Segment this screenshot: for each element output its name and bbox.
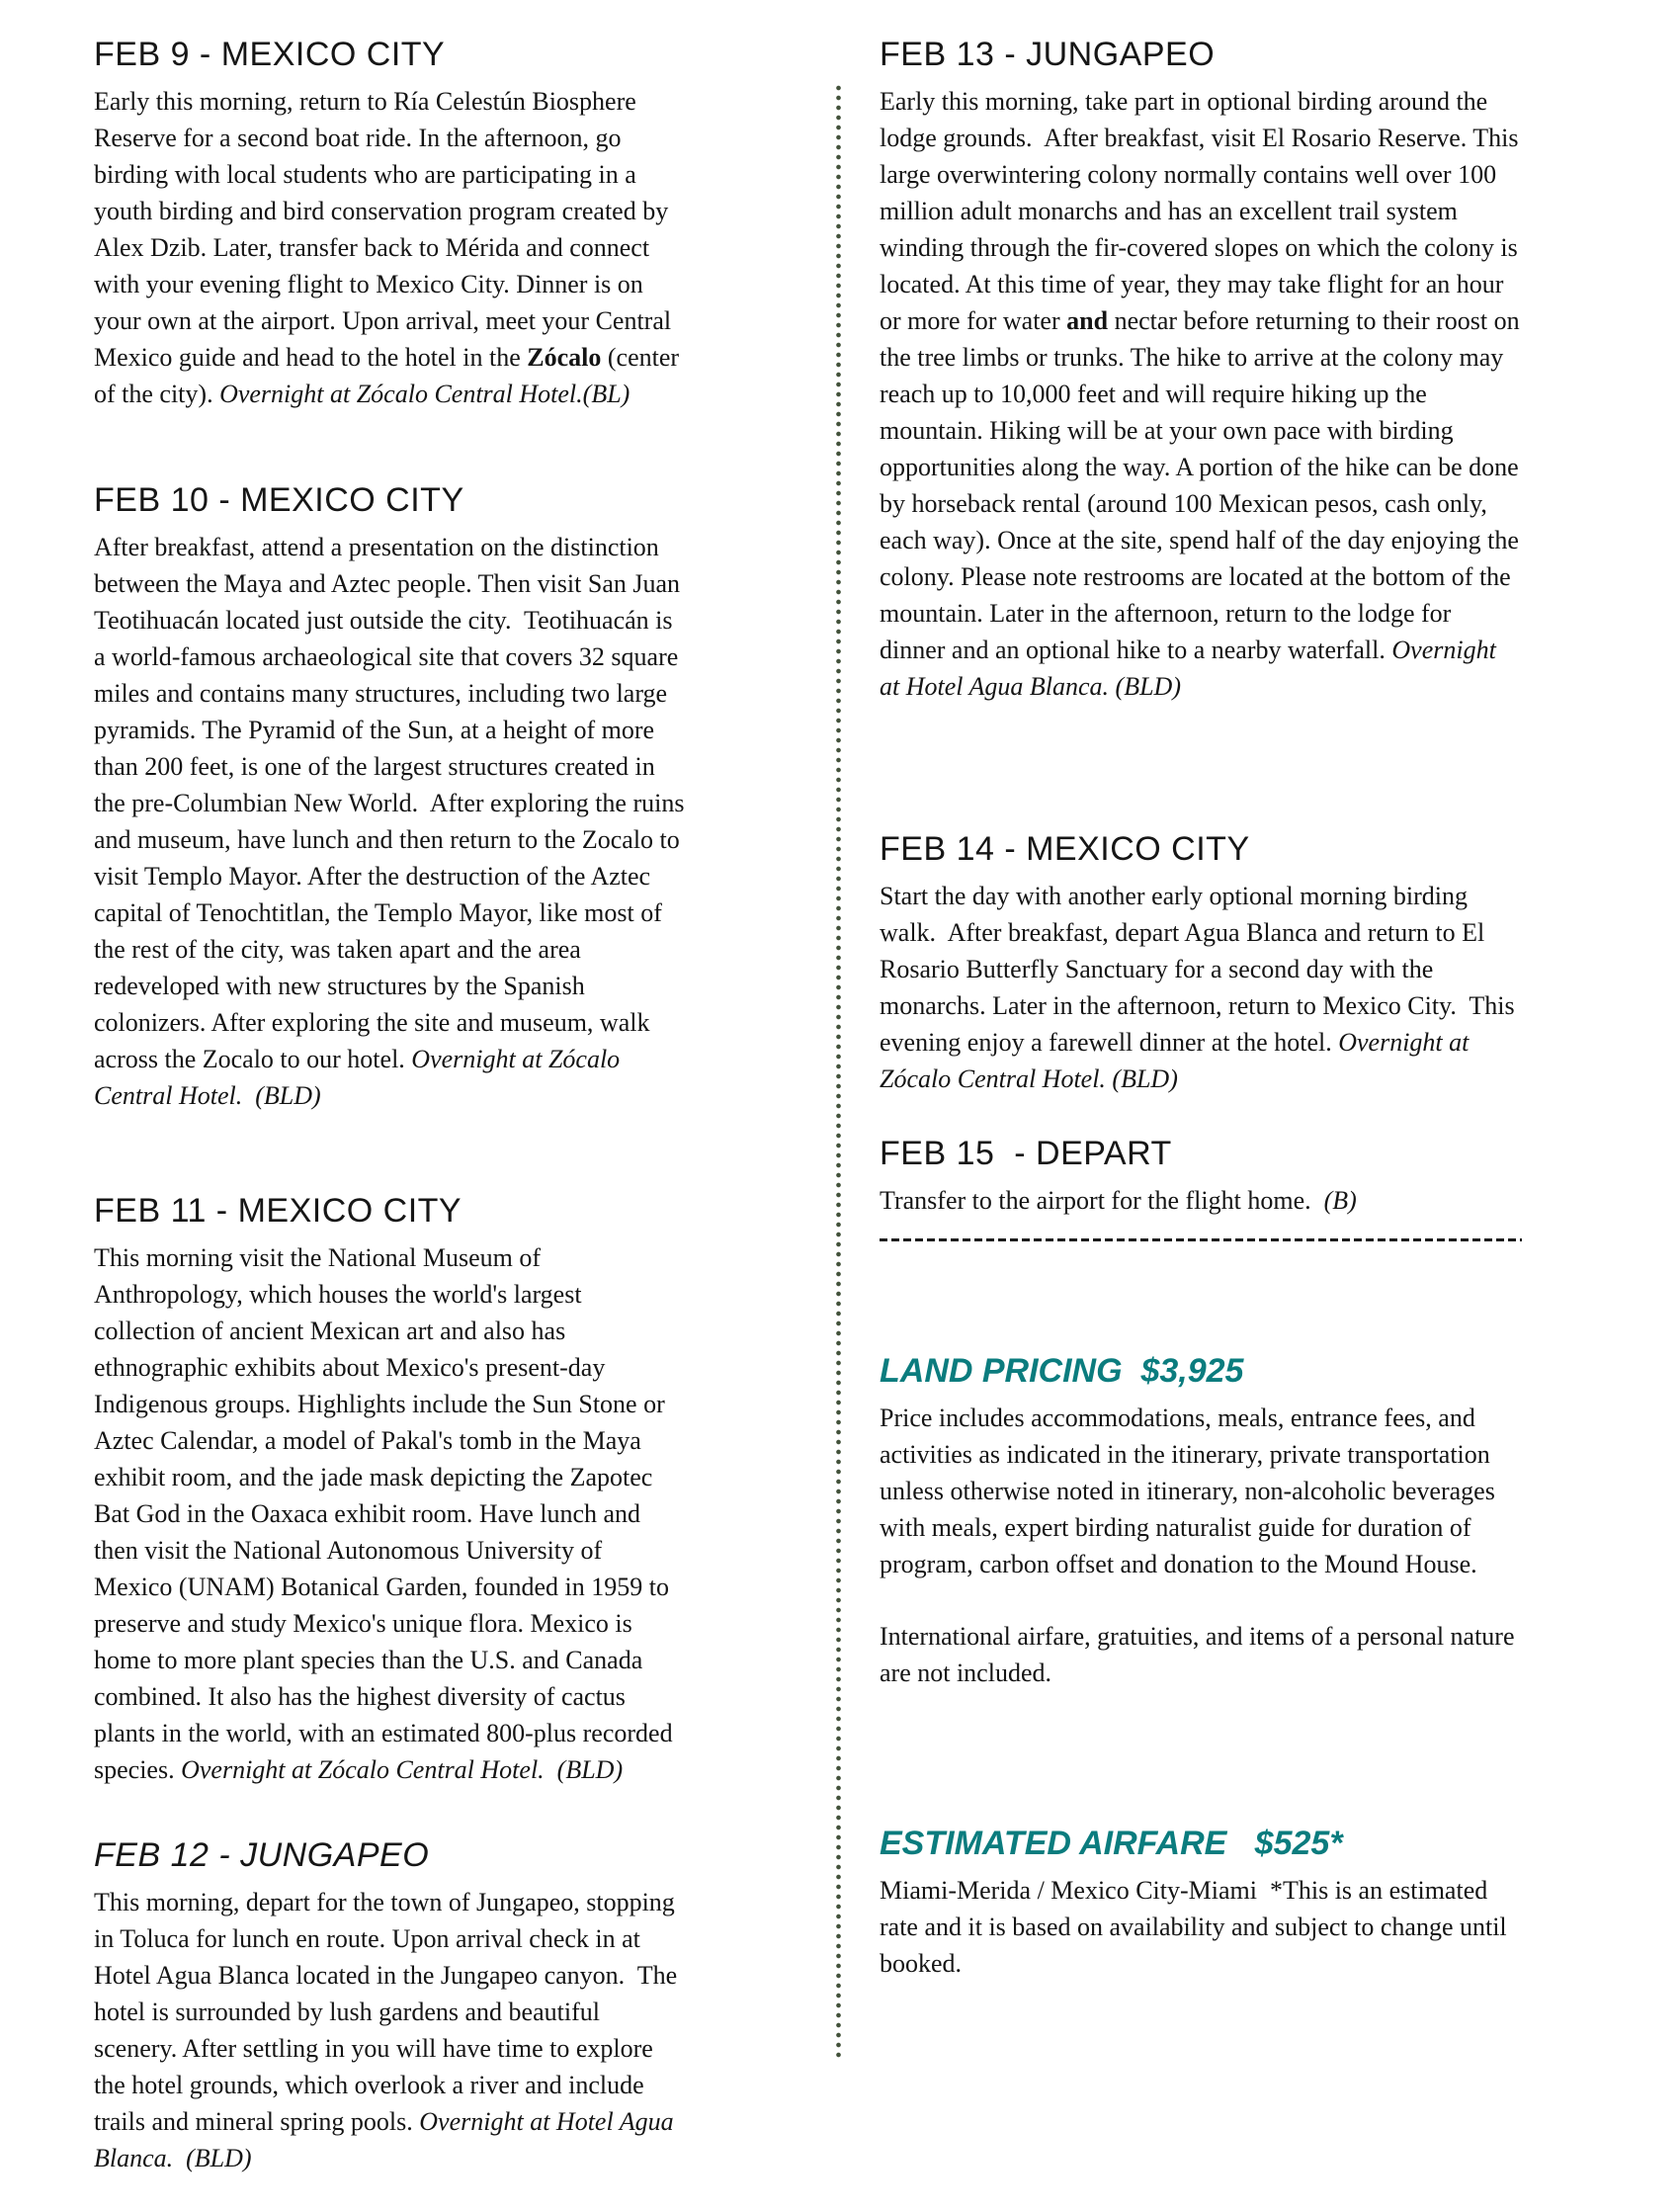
section-paragraph — [880, 878, 1522, 1097]
section-feb-10-mexico-city — [94, 481, 691, 1149]
section-heading: FEB 11 - MEXICO CITY — [94, 1192, 462, 1230]
section-paragraph — [880, 1872, 1522, 1982]
section-paragraph — [880, 83, 1527, 705]
section-heading: LAND PRICING $3,925 — [880, 1352, 1244, 1390]
section-feb-11-mexico-city — [94, 1192, 687, 1824]
text-run: Zócalo — [527, 343, 602, 373]
section-paragraph — [94, 529, 691, 1114]
text-run: Early this morning, return to Ría Celestún Biosphere Reserve for a second boat ride. In the afternoon, go birding with local students who are participating in a youth birding and bird conservation program created by Alex Dzib. Later, transfer back to Mérida and connect with your evening flight to Mexico City. Dinner is on your own at the airport. Upon arrival, meet your Central Mexico guide and head to the hotel in the — [94, 87, 678, 373]
section-feb-13-jungapeo — [880, 36, 1527, 740]
section-paragraph — [94, 83, 687, 412]
section-paragraph — [880, 1618, 1522, 1691]
column-divider-dotted-line — [836, 85, 841, 2060]
text-run: This morning visit the National Museum of Anthropology, which houses the world's largest collection of ancient Mexican art and also has ethnographic exhibits about Mexico's present-day Indigenous groups. Highlights include the Sun Stone or Aztec Calendar, a model of Pakal's tomb in the Maya exhibit room, and the jade mask depicting the Zapotec Bat God in the Oaxaca exhibit room. Have lunch and then visit the National Autonomous University of Mexico (UNAM) Botanical Garden, founded in 1959 to preserve and study Mexico's unique flora. Mexico is home to more plant species than the U.S. and Canada combined. It also has the highest diversity of cactus plants in the world, with an estimated 800-plus recorded species. — [94, 1243, 680, 1785]
text-run: Miami-Merida / Mexico City-Miami *This is an estimated rate and it is based on availability and subject to change until booked. — [880, 1876, 1514, 1979]
text-run: Overnight at Zócalo Central Hotel. (BLD) — [880, 1028, 1475, 1094]
text-run: and — [1066, 306, 1109, 336]
text-run: Overnight at Zócalo Central Hotel. (BLD) — [181, 1755, 624, 1785]
dashed-separator-line — [880, 1238, 1522, 1241]
section-heading: FEB 15 - DEPART — [880, 1135, 1172, 1172]
section-heading: FEB 9 - MEXICO CITY — [94, 36, 446, 73]
section-feb-15-depart — [880, 1135, 1522, 1241]
left-column — [94, 0, 691, 2174]
text-run: Start the day with another early optional morning birding walk. After breakfast, depart Agua Blanca and return to El Rosario Butterfly Sanctuary for a second day with the monarchs. Later in the afternoon, return to Mexico City. This evening enjoy a farewell dinner at the hotel. — [880, 882, 1522, 1058]
section-feb-12-jungapeo — [94, 1836, 687, 2212]
text-run: Transfer to the airport for the flight home. — [880, 1186, 1324, 1216]
section-heading: FEB 12 - JUNGAPEO — [94, 1836, 430, 1874]
section-land-pricing — [880, 1352, 1522, 1727]
section-estimated-airfare — [880, 1825, 1522, 2017]
right-column — [880, 0, 1527, 2174]
section-paragraph — [880, 1400, 1522, 1582]
section-heading: ESTIMATED AIRFARE $525* — [880, 1825, 1343, 1862]
text-run: International airfare, gratuities, and items of a personal nature are not included. — [880, 1622, 1522, 1688]
section-feb-9-mexico-city — [94, 36, 687, 448]
text-run: Price includes accommodations, meals, entrance fees, and activities as indicated in the itinerary, private transportation unless otherwise noted in itinerary, non-alcoholic beverages with meals, expert birding naturalist guide for duration of program, carbon offset and donation to the Mound House. — [880, 1404, 1502, 1579]
text-run: Overnight at Zócalo Central Hotel. (BLD) — [94, 1045, 627, 1111]
text-run: After breakfast, attend a presentation on the distinction between the Maya and Aztec people. Then visit San Juan Teotihuacán located just outside the city. Teotihuacán is a world-famous archaeological site that covers 32 square miles and contains many structures, including two large pyramids. The Pyramid of the Sun, at a height of more than 200 feet, is one of the largest structures created in the pre-Columbian New World. After exploring the ruins and museum, have lunch and then return to the Zocalo to visit Templo Mayor. After the destruction of the Aztec capital of Tenochtitlan, the Templo Mayor, like most of the rest of the city, was taken apart and the area redeveloped with new structures by the Spanish colonizers. After exploring the site and museum, walk across the Zocalo to our hotel. — [94, 533, 691, 1074]
section-paragraph — [880, 1182, 1522, 1219]
text-run: (center of the city). — [94, 343, 686, 409]
text-run: nectar before returning to their roost on the tree limbs or trunks. The hike to arrive at the colony may reach up to 10,000 feet and will require hiking up the mountain. Hiking will be at your own pace with birding opportunities along the way. A portion of the hike can be done by horseback rental (around 100 Mexican pesos, cash only, each way). Once at the site, spend half of the day enjoying the colony. Please note restrooms are located at the bottom of the mountain. Later in the afternoon, return to the lodge for dinner and an optional hike to a nearby waterfall. — [880, 306, 1527, 665]
text-run: Overnight at Hotel Agua Blanca. (BLD) — [880, 636, 1503, 702]
section-paragraph — [94, 1884, 687, 2176]
section-heading: FEB 13 - JUNGAPEO — [880, 36, 1216, 73]
text-run: (B) — [1323, 1186, 1357, 1216]
text-run: Overnight at Zócalo Central Hotel.(BL) — [219, 380, 630, 409]
text-run: Overnight at Hotel Agua Blanca. (BLD) — [94, 2107, 681, 2173]
section-heading: FEB 14 - MEXICO CITY — [880, 830, 1250, 868]
section-feb-14-mexico-city — [880, 830, 1522, 1133]
section-paragraph — [94, 1239, 687, 1788]
text-run: Early this morning, take part in optional birding around the lodge grounds. After breakfast, visit El Rosario Reserve. This large overwintering colony normally contains well over 100 million adult monarchs and has an excellent trail system winding through the fir-covered slopes on which the colony is located. At this time of year, they may take flight for an hour or more for water — [880, 87, 1526, 336]
section-heading: FEB 10 - MEXICO CITY — [94, 481, 464, 519]
text-run: This morning, depart for the town of Jungapeo, stopping in Toluca for lunch en route. Upon arrival check in at Hotel Agua Blanca located in the Jungapeo canyon. The hotel is surrounded by lush gardens and beautiful scenery. After settling in you will have time to explore the hotel grounds, which overlook a river and include trails and mineral spring pools. — [94, 1888, 684, 2137]
